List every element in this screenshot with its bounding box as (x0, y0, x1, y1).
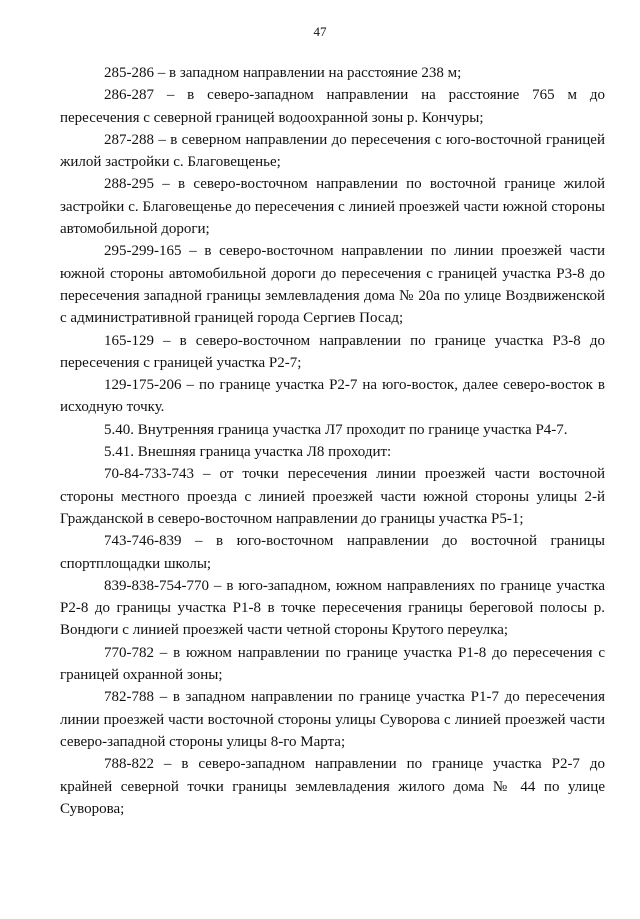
paragraph: 287-288 – в северном направлении до пересечения с юго-восточной границей жилой застройки с. Благовещенье; (60, 131, 605, 171)
paragraph: 788-822 – в северо-западном направлении по границе участка Р2-7 до крайней северной точки границы землевладения жилого дома № 44 по улице Суворова; (60, 756, 605, 817)
paragraph: 70-84-733-743 – от точки пересечения линии проезжей части восточной стороны местного проезда с линией проезжей части южной стороны улицы 2-й Гражданской в северо-восточном направлении до границы участка Р5-1; (60, 466, 605, 527)
paragraph: 770-782 – в южном направлении по границе участка Р1-8 до пересечения с границей охранной зоны; (60, 644, 605, 684)
page-number: 47 (313, 24, 327, 39)
paragraph: 129-175-206 – по границе участка Р2-7 на юго-восток, далее северо-восток в исходную точку. (60, 377, 605, 416)
paragraph: 839-838-754-770 – в юго-западном, южном направлениях по границе участка Р2-8 до границы участка Р1-8 в точке пересечения границы береговой полосы р. Вондюги с линией проезжей части четной стороны Крутого переулка; (60, 577, 605, 639)
paragraph: 743-746-839 – в юго-восточном направлении до восточной границы спортплощадки школы; (60, 533, 605, 572)
paragraph: 165-129 – в северо-восточном направлении по границе участка Р3-8 до пересечения с границей участка Р2-7; (60, 332, 605, 371)
paragraph: 286-287 – в северо-западном направлении на расстояние 765 м до пересечения с северной границей водоохранной зоны р. Кончуры; (60, 87, 605, 126)
paragraph: 782-788 – в западном направлении по границе участка Р1-7 до пересечения линии проезжей части восточной стороны улицы Суворова с линией проезжей части северо-западной стороны улицы 8-го Марта; (60, 689, 605, 750)
paragraph: 288-295 – в северо-восточном направлении по восточной границе жилой застройки с. Благовещенье до пересечения с линией проезжей части южной стороны автомобильной дороги; (60, 176, 605, 238)
paragraph: 5.40. Внутренняя граница участка Л7 проходит по границе участка Р4-7. (104, 421, 568, 438)
document-body (60, 62, 605, 820)
paragraph: 285-286 – в западном направлении на расстояние 238 м; (104, 65, 462, 81)
paragraph: 5.41. Внешняя граница участка Л8 проходит: (104, 444, 392, 461)
paragraph: 295-299-165 – в северо-восточном направлении по линии проезжей части южной стороны автомобильной дороги до пересечения с границей участка Р3-8 до пересечения западной границы землевладения дома № 20а по улице Воздвиженской с административной границей города Сергиев Посад; (60, 243, 605, 327)
